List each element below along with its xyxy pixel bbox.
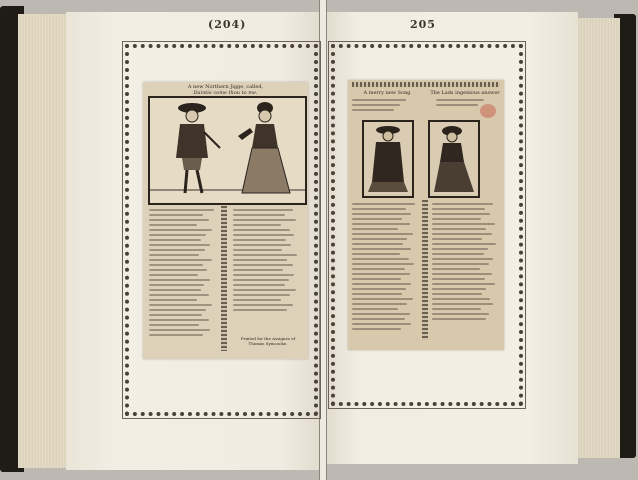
right-ballad-title-left: A merry new Song <box>363 90 411 96</box>
left-ballad-column-2 <box>233 206 301 314</box>
right-ballad-column-1 <box>352 200 418 333</box>
right-page-edges <box>576 18 620 458</box>
right-ballad-column-2 <box>432 200 500 323</box>
left-page-number: (204) <box>208 18 247 31</box>
right-ballad-title-lines <box>352 96 412 114</box>
right-ballad-top-ornament <box>352 82 500 87</box>
book-gutter <box>319 0 327 480</box>
left-ballad-column-divider <box>221 206 227 351</box>
woodcut-figures-icon <box>150 98 305 203</box>
right-broadside-ballad <box>348 80 504 350</box>
woodcut-woman-figure <box>428 120 480 198</box>
woodcut-man-icon <box>364 122 412 196</box>
woodcut-illustration-couple <box>148 96 307 205</box>
library-stamp-icon-right <box>480 104 496 118</box>
left-ballad-imprint: Printed for the Assignes of Thomas Symcocke. <box>240 336 296 346</box>
woodcut-woman-icon <box>430 122 478 196</box>
left-page-edges <box>18 14 70 468</box>
left-broadside-ballad <box>143 82 308 359</box>
right-ballad-column-divider <box>422 200 428 340</box>
left-ballad-column-1 <box>149 206 217 339</box>
right-ballad-title-right: The Lads ingenious answer <box>430 90 500 96</box>
left-ballad-subtitle: Daintie come thou to me. <box>193 90 258 96</box>
left-ballad-title: A new Northern Jigge, called, <box>187 84 264 90</box>
woodcut-man-figure <box>362 120 414 198</box>
right-page-number: 205 <box>410 18 436 31</box>
